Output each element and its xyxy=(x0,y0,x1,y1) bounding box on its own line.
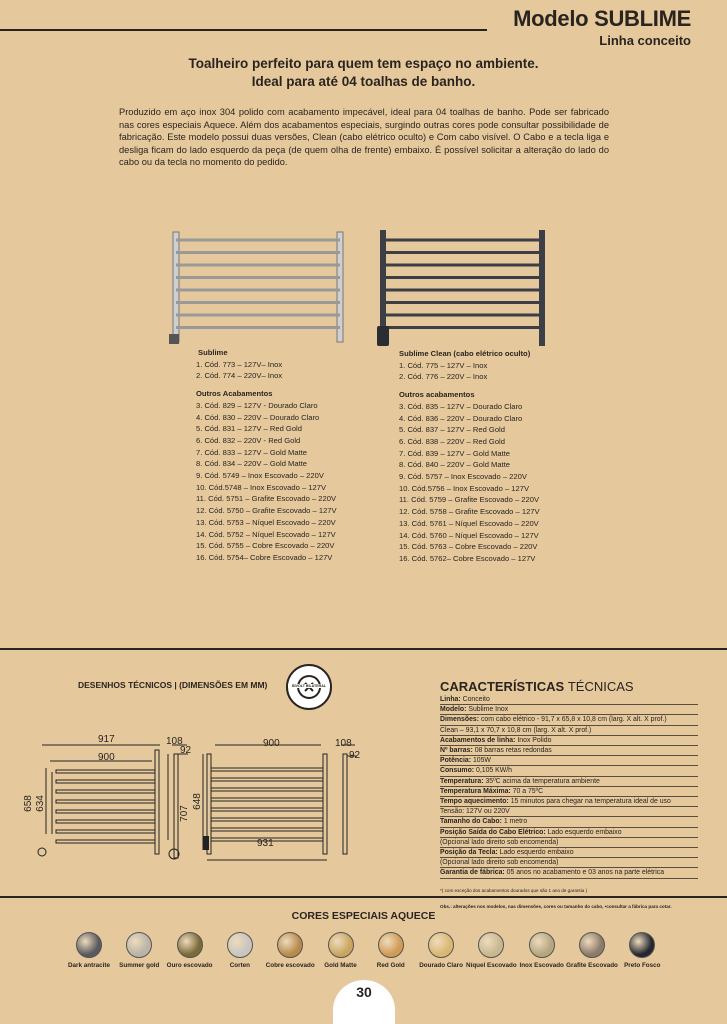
list-item: 9. Cód. 5757 – Inox Escovado – 220V xyxy=(399,472,527,482)
color-swatch-label: Inox Escovado xyxy=(519,962,564,969)
list-subtitle: Outros acabamentos xyxy=(399,390,475,400)
sublime-clean-code-list xyxy=(399,348,540,565)
color-swatch xyxy=(579,932,605,958)
spec-row xyxy=(440,777,698,787)
list-item: 14. Cód. 5760 – Níquel Escovado – 127V xyxy=(399,530,539,540)
spec-label: Tempo aquecimento: xyxy=(440,798,509,806)
color-swatch-label: Dourado Claro xyxy=(419,962,463,969)
color-swatch-label: Gold Matte xyxy=(324,962,357,969)
headline xyxy=(0,55,727,91)
spec-value: Lado esquerdo embaixo xyxy=(499,849,574,857)
color-swatch xyxy=(126,932,152,958)
list-item: 6. Cód. 832 – 220V - Red Gold xyxy=(196,435,301,445)
color-swatch-label: Red Gold xyxy=(376,962,405,969)
list-item: 2. Cód. 774 – 220V– Inox xyxy=(196,371,283,381)
intro-paragraph: Produzido em aço inox 304 polido com acabamento impecável, ideal para 04 toalhas de banho. Pode ser fabricado nas cores especiais Aquece. Além dos acabamentos especiais, surgindo outras cores pode consultar possibilidade de fabricação. Este modelo possui duas versões, Clean (cabo elétrico oculto) e Com cabo visível. O Cabo e a tecla liga e desliga ficam do lado esquerdo da peça (de quem olha de frente) embaixo. É possível solicitar a alteração do lado do cabo ou da tecla no momento do pedido. xyxy=(119,107,609,168)
list-others xyxy=(196,400,337,564)
color-swatch-label: Níquel Escovado xyxy=(466,962,517,969)
spec-row xyxy=(440,797,698,807)
technical-drawings-heading: DESENHOS TÉCNICOS | (DIMENSÕES EM MM) xyxy=(78,680,268,690)
list-item: 13. Cód. 5753 – Níquel Escovado – 220V xyxy=(196,517,336,527)
spec-row xyxy=(440,736,698,746)
list-item: 4. Cód. 830 – 220V – Dourado Claro xyxy=(196,412,320,422)
specs-obs: Obs.: alterações nos modelos, nas dimensões, cores ou tamanho do cabo, •consultar a fábrica para cotar. xyxy=(440,903,672,909)
drawing-bar xyxy=(56,840,155,843)
list-item: 5. Cód. 837 – 127V – Red Gold xyxy=(399,425,505,435)
color-swatch-label: Cobre escovado xyxy=(265,962,315,969)
switch-box xyxy=(169,334,179,344)
color-swatch-label: Grafite Escovado xyxy=(566,962,618,969)
drawing-bar xyxy=(56,810,155,813)
drawing-bar xyxy=(56,800,155,803)
spec-row xyxy=(440,715,698,725)
list-item: 12. Cód. 5758 – Grafite Escovado – 127V xyxy=(399,507,540,517)
color-swatch-label: Preto Fosco xyxy=(624,962,661,969)
dim-depth-92: 92 xyxy=(180,745,192,756)
section-divider xyxy=(0,896,727,898)
color-swatch xyxy=(277,932,303,958)
spec-label: Potência: xyxy=(440,757,472,765)
list-title: Sublime Clean (cabo elétrico oculto) xyxy=(399,349,531,358)
list-item: 11. Cód. 5759 – Grafite Escovado – 220V xyxy=(399,495,540,505)
dim-width-900: 900 xyxy=(98,752,115,763)
spec-value: Conceito xyxy=(462,696,490,703)
dim-width-917: 917 xyxy=(98,734,115,745)
bivolt-bilateral-badge xyxy=(286,664,332,710)
list-item: 8. Cód. 840 – 220V – Gold Matte xyxy=(399,460,511,470)
page-title: Modelo SUBLIME xyxy=(513,6,691,31)
badge-text: BIVOLT BILATERAL xyxy=(288,684,330,688)
spec-row xyxy=(440,868,698,878)
list-item: 12. Cód. 5750 – Grafite Escovado – 127V xyxy=(196,506,337,516)
spec-value: Lado esquerdo embaixo xyxy=(547,828,622,836)
list-item: 16. Cód. 5754– Cobre Escovado – 127V xyxy=(196,552,333,562)
spec-label: Posição Saída do Cabo Elétrico: xyxy=(440,828,546,836)
spec-row xyxy=(440,705,698,715)
color-swatch xyxy=(328,932,354,958)
spec-label: Dimensões: xyxy=(440,716,480,724)
spec-label: Tamanho do Cabo: xyxy=(440,818,502,826)
color-swatch-label: Ouro escovado xyxy=(166,962,213,969)
right-post xyxy=(337,232,343,342)
color-swatch xyxy=(227,932,253,958)
spec-row xyxy=(440,726,698,736)
color-swatch xyxy=(529,932,555,958)
list-item: 16. Cód. 5762– Cobre Escovado – 127V xyxy=(399,553,536,563)
specs-table xyxy=(440,695,698,911)
list-item: 13. Cód. 5761 – Níquel Escovado – 220V xyxy=(399,518,539,528)
spec-row xyxy=(440,766,698,776)
color-swatch-label: Summer gold xyxy=(119,962,160,969)
specs-note: *( com exceção dos acabamentos dourados que são 1 ano de garantia ) xyxy=(440,887,588,893)
list-item: 5. Cód. 831 – 127V – Red Gold xyxy=(196,424,302,434)
spec-value: 35ºC acima da temperatura ambiente xyxy=(485,777,600,785)
drawing-bar xyxy=(211,828,323,831)
spec-value: 70 a 75ºC xyxy=(512,787,544,795)
drawing-with-cable xyxy=(22,730,202,862)
list-item: 14. Cód. 5752 – Níquel Escovado – 127V xyxy=(196,529,336,539)
headline-line2: Ideal para até 04 toalhas de banho. xyxy=(251,74,476,89)
spec-label: Temperatura: xyxy=(440,777,484,785)
spec-label: Consumo: xyxy=(440,767,475,775)
list-others xyxy=(399,401,540,565)
list-item: 7. Cód. 833 – 127V – Gold Matte xyxy=(196,447,308,457)
list-item: 9. Cód. 5749 – Inox Escovado – 220V xyxy=(196,471,324,481)
dim-width-931: 931 xyxy=(257,838,274,849)
dim-depth-92-clean: 92 xyxy=(349,750,361,761)
special-colors-title: CORES ESPECIAIS AQUECE xyxy=(291,910,436,922)
spec-label: Acabamentos de linha: xyxy=(440,736,516,744)
spec-label: Posição da Tecla: xyxy=(440,849,498,857)
dim-depth-108: 108 xyxy=(166,736,183,747)
list-item: 1. Cód. 773 – 127V– Inox xyxy=(196,359,283,369)
list-item: 1. Cód. 775 – 127V – Inox xyxy=(399,360,488,370)
dim-width-900-clean: 900 xyxy=(263,738,280,749)
drawing-bar xyxy=(211,808,323,811)
list-title: Sublime xyxy=(198,348,228,357)
spec-label: Temperatura Máxima: xyxy=(440,787,511,795)
color-swatch xyxy=(629,932,655,958)
spec-label: Modelo: xyxy=(440,706,467,714)
sublime-clean-towel-rail-image xyxy=(375,228,550,352)
spec-value: 1 metro xyxy=(503,818,528,826)
color-swatch-label: Dark antracite xyxy=(68,962,110,969)
dim-height-648: 648 xyxy=(191,793,203,810)
drawing-bar xyxy=(56,790,155,793)
spec-value: 15 minutos para chegar na temperatura ideal de uso xyxy=(510,798,671,806)
list-item: 8. Cód. 834 – 220V – Gold Matte xyxy=(196,459,308,469)
color-swatch xyxy=(428,932,454,958)
drawing-clean xyxy=(193,730,373,862)
drawing-bar xyxy=(211,818,323,821)
left-post xyxy=(173,232,179,342)
dim-height-707: 707 xyxy=(178,805,190,822)
color-swatch xyxy=(478,932,504,958)
spec-label: Linha: xyxy=(440,696,461,703)
list-item: 3. Cód. 829 – 127V - Dourado Claro xyxy=(196,400,318,410)
specs-title-light: TÉCNICAS xyxy=(567,679,634,694)
color-swatch-label: Corten xyxy=(229,962,251,969)
spec-label: Nº barras: xyxy=(440,747,473,755)
spec-value: (Opcional lado direito sob encomenda) xyxy=(440,859,559,867)
sublime-code-list xyxy=(196,347,337,564)
color-swatch xyxy=(76,932,102,958)
spec-label: Garantia de fábrica: xyxy=(440,869,505,877)
spec-value: 08 barras retas redondas xyxy=(474,747,552,755)
page-number: 30 xyxy=(356,984,372,1000)
spec-row xyxy=(440,787,698,797)
switch-box-clean xyxy=(377,326,389,346)
spec-value: com cabo elétrico - 91,7 x 65,8 x 10,8 cm (larg. X alt. X prof.) xyxy=(480,716,667,724)
list-item: 4. Cód. 836 – 220V – Dourado Claro xyxy=(399,413,523,423)
page-subtitle: Linha conceito xyxy=(599,33,691,48)
drawing-bar xyxy=(211,768,323,771)
list-item: 2. Cód. 776 – 220V – Inox xyxy=(399,372,488,382)
list-item: 10. Cód.5756 – Inox Escovado – 127V xyxy=(399,483,530,493)
spec-row xyxy=(440,756,698,766)
list-item: 11. Cód. 5751 – Grafite Escovado – 220V xyxy=(196,494,337,504)
dim-depth-108-clean: 108 xyxy=(335,738,352,749)
drawing-bar xyxy=(211,778,323,781)
spec-row xyxy=(440,807,698,817)
specs-title xyxy=(440,679,634,694)
list-subtitle: Outros Acabamentos xyxy=(196,389,273,399)
spec-row xyxy=(440,848,698,858)
spec-value: Inox Polido xyxy=(517,736,552,744)
list-item: 7. Cód. 839 – 127V – Gold Matte xyxy=(399,448,511,458)
drawing-bar xyxy=(211,788,323,791)
drawing-bar xyxy=(56,830,155,833)
dim-height-634: 634 xyxy=(34,795,46,812)
spec-row xyxy=(440,695,698,705)
headline-line1: Toalheiro perfeito para quem tem espaço no ambiente. xyxy=(188,56,539,71)
drawing-bar xyxy=(56,820,155,823)
specs-title-bold: CARACTERÍSTICAS xyxy=(440,679,565,694)
section-divider xyxy=(0,648,727,650)
drawing-bar xyxy=(56,780,155,783)
spec-row xyxy=(440,838,698,848)
spec-value: Clean – 93,1 x 70,7 x 10,8 cm (larg. X alt. X prof.) xyxy=(440,726,592,734)
sublime-towel-rail-image xyxy=(165,226,350,350)
color-swatch xyxy=(378,932,404,958)
drawing-bar xyxy=(56,770,155,773)
list-item: 15. Cód. 5763 – Cobre Escovado – 220V xyxy=(399,542,538,552)
list-item: 6. Cód. 838 – 220V – Red Gold xyxy=(399,436,505,446)
spec-row xyxy=(440,828,698,838)
spec-row xyxy=(440,746,698,756)
list-item: 10. Cód.5748 – Inox Escovado – 127V xyxy=(196,482,327,492)
drawing-bar xyxy=(211,798,323,801)
color-swatch xyxy=(177,932,203,958)
spec-value: Sublime Inox xyxy=(468,706,509,714)
spec-value: (Opcional lado direito sob encomenda) xyxy=(440,838,559,846)
list-item: 15. Cód. 5755 – Cobre Escovado – 220V xyxy=(196,541,335,551)
spec-row xyxy=(440,858,698,868)
spec-value: Tensão: 127V ou 220V xyxy=(440,808,510,816)
spec-row xyxy=(440,817,698,827)
list-item: 3. Cód. 835 – 127V – Dourado Claro xyxy=(399,401,523,411)
dim-height-658: 658 xyxy=(22,795,34,812)
spec-value: 0,105 KW/h xyxy=(476,767,513,775)
header-rule xyxy=(0,29,487,31)
spec-value: 05 anos no acabamento e 03 anos na parte elétrica xyxy=(506,869,665,877)
spec-value: 105W xyxy=(472,757,491,765)
